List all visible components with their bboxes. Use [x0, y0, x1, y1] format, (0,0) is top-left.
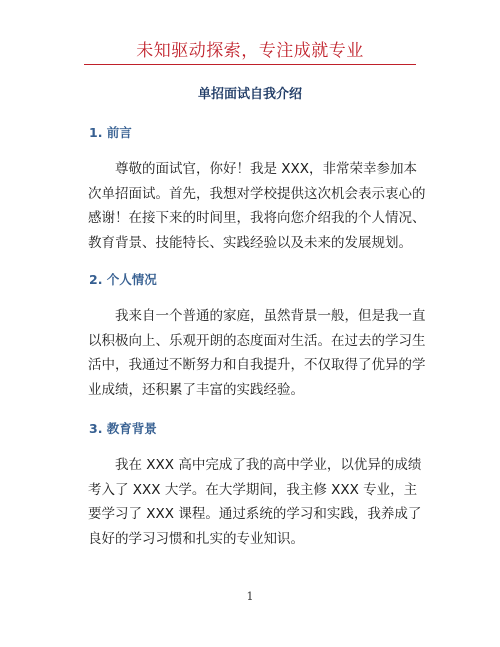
- section-body-intro: 尊敬的面试官，你好！我是 XXX，非常荣幸参加本次单招面试。首先，我想对学校提供这次机会表示衷心的感谢！在接下来的时间里，我将向您介绍我的个人情况、教育背景、技能特长、实践经验以及未来的发展规划。: [88, 161, 426, 251]
- header-divider: [84, 64, 416, 65]
- document-title: 单招面试自我介绍: [197, 87, 302, 102]
- header-banner: 未知驱动探索，专注成就专业: [136, 41, 364, 61]
- page-number: 1: [246, 590, 254, 603]
- section-body-education: 我在 XXX 高中完成了我的高中学业，以优异的成绩考入了 XXX 大学。在大学期间，我主修 XXX 专业，主要学习了 XXX 课程。通过系统的学习和实践，我养成了良好的学习习惯和扎实的专业知识。: [88, 457, 422, 547]
- section-heading-education: 3. 教育背景: [89, 421, 157, 436]
- section-heading-intro: 1. 前言: [89, 125, 132, 140]
- section-body-personal: 我来自一个普通的家庭，虽然背景一般，但是我一直以积极向上、乐观开朗的态度面对生活。在过去的学习生活中，我通过不断努力和自我提升，不仅取得了优异的学业成绩，还积累了丰富的实践经验。: [88, 308, 426, 398]
- section-heading-personal: 2. 个人情况: [89, 272, 157, 287]
